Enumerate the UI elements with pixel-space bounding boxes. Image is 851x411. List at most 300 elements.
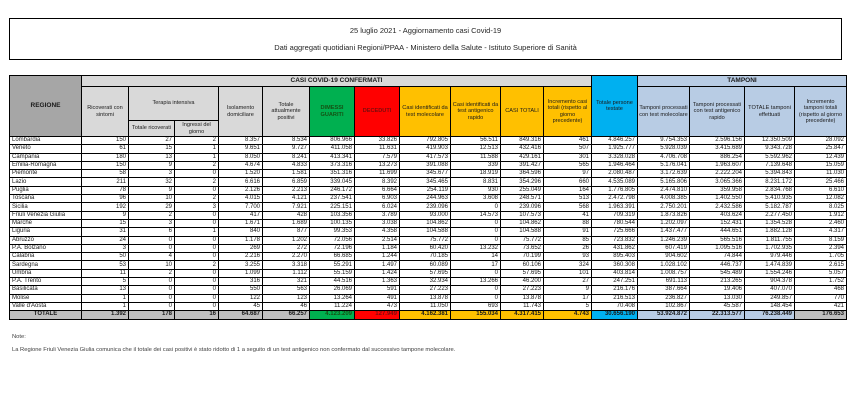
cell: 99.353 xyxy=(310,228,355,236)
cell: 691.113 xyxy=(638,278,690,286)
region-name: Emilia-Romagna xyxy=(10,161,82,169)
cell: 345.677 xyxy=(400,170,451,178)
cell: 360.308 xyxy=(592,261,638,269)
cell: 50 xyxy=(82,253,129,261)
cell: 1 xyxy=(82,302,129,310)
cell: 4.123.209 xyxy=(310,311,355,319)
cell: 11.699 xyxy=(355,170,400,178)
notes-text: La Regione Friuli Venezia Giulia comunica che il totale dei casi positivi è stato ridotto di 1 a seguito di un test antigenico non confermato dal successivo tampone molecolare. xyxy=(12,347,456,353)
cell: 33.826 xyxy=(355,137,400,145)
cell: 78 xyxy=(82,186,129,194)
cell: 770 xyxy=(795,294,847,302)
cell: 364.596 xyxy=(501,170,544,178)
cell: 4.846.257 xyxy=(592,137,638,145)
region-name: Piemonte xyxy=(10,170,82,178)
cell: 3.172.639 xyxy=(638,170,690,178)
cell: 0 xyxy=(175,278,219,286)
cell: 13.878 xyxy=(400,294,451,302)
cell: 0 xyxy=(451,203,501,211)
cell: 507 xyxy=(544,145,592,153)
cell: 513 xyxy=(544,195,592,203)
region-name: Umbria xyxy=(10,269,82,277)
cell: 75.772 xyxy=(400,236,451,244)
col-header-ti-totale: Totale ricoverati xyxy=(129,121,175,137)
cell: 2.474.810 xyxy=(638,186,690,194)
cell: 2 xyxy=(175,161,219,169)
cell: 693 xyxy=(451,302,501,310)
cell: 1.671 xyxy=(219,219,263,227)
cell: 152.431 xyxy=(690,219,745,227)
cell: 428 xyxy=(263,211,310,219)
cell: 27 xyxy=(544,278,592,286)
col-header-incremento-casi: Incremento casi totali (rispetto al giorno precedente) xyxy=(544,87,592,137)
region-name: Lazio xyxy=(10,178,82,186)
cell: 237.541 xyxy=(310,195,355,203)
cell: 225.151 xyxy=(310,203,355,211)
region-name: Lombardia xyxy=(10,137,82,145)
cell: 148.454 xyxy=(745,302,795,310)
cell: 849.316 xyxy=(501,137,544,145)
cell: 32 xyxy=(129,178,175,186)
col-header-ti-ingressi: Ingressi del giorno xyxy=(175,121,219,137)
cell: 0 xyxy=(451,294,501,302)
cell: 10 xyxy=(129,195,175,203)
cell: 979.446 xyxy=(745,253,795,261)
cell: 550 xyxy=(219,286,263,294)
cell: 301 xyxy=(544,153,592,161)
cell: 1 xyxy=(82,294,129,302)
cell: 122 xyxy=(219,294,263,302)
cell: 403.624 xyxy=(690,211,745,219)
cell: 6.616 xyxy=(219,178,263,186)
cell: 0 xyxy=(175,244,219,252)
cell: 2.394 xyxy=(795,244,847,252)
cell: 6.610 xyxy=(795,186,847,194)
cell: 0 xyxy=(129,244,175,252)
cell: 904.602 xyxy=(638,253,690,261)
cell: 419.903 xyxy=(400,145,451,153)
cell: 0 xyxy=(175,294,219,302)
cell: 1.554.246 xyxy=(745,269,795,277)
cell: 7.139.648 xyxy=(745,161,795,169)
report-title: 25 luglio 2021 - Aggiornamento casi Covid-19 xyxy=(349,26,502,36)
col-header-casi-totali: CASI TOTALI xyxy=(501,87,544,137)
cell: 4.317 xyxy=(795,228,847,236)
tamponi-banner: TAMPONI xyxy=(638,76,847,87)
cell: 1.424 xyxy=(355,269,400,277)
cell: 417.573 xyxy=(400,153,451,161)
cell: 1.873.826 xyxy=(638,211,690,219)
cell: 255.049 xyxy=(501,186,544,194)
cell: 840 xyxy=(219,228,263,236)
cell: 103.356 xyxy=(310,211,355,219)
report-header xyxy=(9,18,842,60)
cell: 1.497 xyxy=(355,261,400,269)
cell: 11.588 xyxy=(451,153,501,161)
totale-row-label: TOTALE xyxy=(10,311,82,319)
cell: 104.588 xyxy=(501,228,544,236)
cell: 1.112 xyxy=(263,269,310,277)
cell: 3.415.689 xyxy=(690,145,745,153)
cell: 792.805 xyxy=(400,137,451,145)
cell: 85 xyxy=(544,236,592,244)
cell: 75.772 xyxy=(501,236,544,244)
cell: 97 xyxy=(544,170,592,178)
terapia-intensiva-group-header: Terapia intensiva xyxy=(129,87,219,121)
cell: 4.358 xyxy=(355,228,400,236)
region-name: Valle d'Aosta xyxy=(10,302,82,310)
cell: 3.789 xyxy=(355,211,400,219)
cell: 877 xyxy=(263,228,310,236)
cell: 4.121 xyxy=(263,195,310,203)
cell: 8.831 xyxy=(451,178,501,186)
cell: 27 xyxy=(129,137,175,145)
cell: 88 xyxy=(544,219,592,227)
cell: 8.392 xyxy=(355,178,400,186)
cell: 403.814 xyxy=(592,269,638,277)
cell: 9.651 xyxy=(219,145,263,153)
cell: 14 xyxy=(451,253,501,261)
cell: 66.685 xyxy=(310,253,355,261)
cell: 24 xyxy=(82,236,129,244)
cell: 0 xyxy=(175,219,219,227)
col-header-attualmente-positivi: Totale attualmente positivi xyxy=(263,87,310,137)
region-name: Abruzzo xyxy=(10,236,82,244)
cell: 5.394.843 xyxy=(745,170,795,178)
cell: 8.357 xyxy=(219,137,263,145)
cell: 0 xyxy=(175,211,219,219)
cell: 324 xyxy=(544,261,592,269)
cell: 2.596.156 xyxy=(690,137,745,145)
cell: 104.862 xyxy=(501,219,544,227)
region-name: Puglia xyxy=(10,186,82,194)
region-name: Calabria xyxy=(10,253,82,261)
cell: 4.833 xyxy=(263,161,310,169)
cell: 1.705 xyxy=(795,253,847,261)
region-name: Sardegna xyxy=(10,261,82,269)
cell: 13 xyxy=(82,286,129,294)
cell: 55.291 xyxy=(310,261,355,269)
cell: 58 xyxy=(82,170,129,178)
region-name: Veneto xyxy=(10,145,82,153)
cell: 93.000 xyxy=(400,211,451,219)
cell: 96 xyxy=(82,195,129,203)
region-name: Marche xyxy=(10,219,82,227)
covid-data-table xyxy=(9,75,847,320)
col-header-ricoverati: Ricoverati con sintomi xyxy=(82,87,129,137)
cell: 6.859 xyxy=(263,178,310,186)
cell: 2 xyxy=(175,261,219,269)
cell: 150 xyxy=(82,161,129,169)
cell: 1.099 xyxy=(219,269,263,277)
cell: 373.316 xyxy=(310,161,355,169)
cell: 12.513 xyxy=(451,145,501,153)
cell: 565.516 xyxy=(690,236,745,244)
cell: 127.949 xyxy=(355,311,400,319)
cell: 192 xyxy=(82,203,129,211)
cell: 7.700 xyxy=(219,203,263,211)
cell: 15 xyxy=(82,219,129,227)
cell: 0 xyxy=(175,186,219,194)
cell: 5.176.041 xyxy=(638,161,690,169)
cell: 1.925.777 xyxy=(592,145,638,153)
cell: 1.912 xyxy=(795,211,847,219)
cell: 4.743 xyxy=(544,311,592,319)
cell: 31 xyxy=(82,228,129,236)
cell: 248.571 xyxy=(501,195,544,203)
cell: 5.592.962 xyxy=(745,153,795,161)
cell: 2.514 xyxy=(355,236,400,244)
cell: 216.513 xyxy=(592,294,638,302)
region-name: P.A. Bolzano xyxy=(10,244,82,252)
cell: 11 xyxy=(82,269,129,277)
cell: 27.223 xyxy=(501,286,544,294)
cell: 2 xyxy=(175,178,219,186)
cell: 3 xyxy=(129,219,175,227)
cell: 9 xyxy=(544,286,592,294)
cell: 247.251 xyxy=(592,278,638,286)
cell: 16 xyxy=(175,311,219,319)
cell: 5.057 xyxy=(795,269,847,277)
cell: 8.050 xyxy=(219,153,263,161)
cell: 13.232 xyxy=(451,244,501,252)
cell: 30.656.190 xyxy=(592,311,638,319)
cell: 780.544 xyxy=(592,219,638,227)
cell: 45 xyxy=(219,302,263,310)
cell: 1.689 xyxy=(263,219,310,227)
cell: 5.182.787 xyxy=(745,203,795,211)
cell: 22.313.577 xyxy=(690,311,745,319)
cell: 1 xyxy=(175,228,219,236)
cell: 4.162.381 xyxy=(400,311,451,319)
cell: 904.378 xyxy=(745,278,795,286)
cell: 91 xyxy=(544,228,592,236)
col-header-casi-molecolare: Casi identificati da test molecolare xyxy=(400,87,451,137)
cell: 339.045 xyxy=(310,178,355,186)
cell: 1 xyxy=(175,145,219,153)
cell: 895.403 xyxy=(592,253,638,261)
cell: 2 xyxy=(129,269,175,277)
cell: 9.754.353 xyxy=(638,137,690,145)
cell: 60.420 xyxy=(400,244,451,252)
cell: 61 xyxy=(82,145,129,153)
cell: 1.363 xyxy=(355,278,400,286)
cell: 12.350.509 xyxy=(745,137,795,145)
cell: 411.058 xyxy=(310,145,355,153)
cell: 1.520 xyxy=(219,170,263,178)
cell: 11.631 xyxy=(355,145,400,153)
cell: 1.752 xyxy=(795,278,847,286)
cell: 9.727 xyxy=(263,145,310,153)
cell: 1.028.102 xyxy=(638,261,690,269)
cell: 1.392 xyxy=(82,311,129,319)
cell: 2.460 xyxy=(795,219,847,227)
cell: 2 xyxy=(175,137,219,145)
cell: 725.666 xyxy=(592,228,638,236)
cell: 7.579 xyxy=(355,153,400,161)
cell: 104.588 xyxy=(400,228,451,236)
cell: 1.946.464 xyxy=(592,161,638,169)
cell: 591 xyxy=(355,286,400,294)
cell: 41 xyxy=(544,211,592,219)
cell: 5.165.806 xyxy=(638,178,690,186)
cell: 269 xyxy=(219,244,263,252)
cell: 316 xyxy=(219,278,263,286)
cell: 446.737 xyxy=(690,261,745,269)
cell: 491 xyxy=(355,294,400,302)
cell: 9 xyxy=(82,211,129,219)
cell: 102.867 xyxy=(638,302,690,310)
cell: 3.038 xyxy=(355,219,400,227)
cell: 216.176 xyxy=(592,286,638,294)
cell: 12.439 xyxy=(795,153,847,161)
col-header-tamponi-antigenico: Tamponi processati con test antigenico rapido xyxy=(690,87,745,137)
col-header-casi-antigenico: Casi identificati da test antigenico rapido xyxy=(451,87,501,137)
cell: 3.328.028 xyxy=(592,153,638,161)
cell: 0 xyxy=(129,302,175,310)
cell: 2.750.201 xyxy=(638,203,690,211)
cell: 100.135 xyxy=(310,219,355,227)
cell: 178 xyxy=(129,311,175,319)
region-name: Basilicata xyxy=(10,286,82,294)
cell: 6 xyxy=(129,228,175,236)
cell: 13.030 xyxy=(690,294,745,302)
cell: 2.834.768 xyxy=(745,186,795,194)
cell: 545.489 xyxy=(690,269,745,277)
cell: 239.096 xyxy=(400,203,451,211)
cell: 13 xyxy=(129,153,175,161)
cell: 64.687 xyxy=(219,311,263,319)
cell: 164 xyxy=(544,186,592,194)
cell: 9 xyxy=(129,161,175,169)
cell: 18.919 xyxy=(451,170,501,178)
cell: 387.664 xyxy=(638,286,690,294)
cell: 1.474.839 xyxy=(745,261,795,269)
cell: 1.354.528 xyxy=(745,219,795,227)
cell: 1.702.935 xyxy=(745,244,795,252)
cell: 3 xyxy=(82,244,129,252)
cell: 25.847 xyxy=(795,145,847,153)
region-name: Molise xyxy=(10,294,82,302)
cell: 886.254 xyxy=(690,153,745,161)
cell: 12.082 xyxy=(795,195,847,203)
cell: 3 xyxy=(129,170,175,178)
cell: 13.273 xyxy=(355,161,400,169)
cell: 391.427 xyxy=(501,161,544,169)
cell: 10 xyxy=(129,261,175,269)
cell: 150 xyxy=(82,137,129,145)
cell: 74.844 xyxy=(690,253,745,261)
cell: 2.472.798 xyxy=(592,195,638,203)
cell: 180 xyxy=(82,153,129,161)
cell: 2.615 xyxy=(795,261,847,269)
cell: 56.511 xyxy=(451,137,501,145)
cell: 1.882.128 xyxy=(745,228,795,236)
cell: 19.406 xyxy=(690,286,745,294)
cell: 272 xyxy=(263,244,310,252)
cell: 6.903 xyxy=(355,195,400,203)
cell: 1.402.550 xyxy=(690,195,745,203)
cell: 473 xyxy=(355,302,400,310)
cell: 101 xyxy=(544,269,592,277)
cell: 8.534 xyxy=(263,137,310,145)
cell: 351.316 xyxy=(310,170,355,178)
cell: 359.958 xyxy=(690,186,745,194)
cell: 4.317.415 xyxy=(501,311,544,319)
cell: 354.296 xyxy=(501,178,544,186)
notes-section xyxy=(12,334,455,353)
cell: 431.862 xyxy=(592,244,638,252)
cell: 5.410.935 xyxy=(745,195,795,203)
cell: 2.432.586 xyxy=(690,203,745,211)
cell: 2.216 xyxy=(219,253,263,261)
cell: 1.095.516 xyxy=(690,244,745,252)
cell: 11.030 xyxy=(795,170,847,178)
cell: 15 xyxy=(129,145,175,153)
cell: 0 xyxy=(129,236,175,244)
cell: 9.343.728 xyxy=(745,145,795,153)
cell: 8.241 xyxy=(263,153,310,161)
col-header-persone-testate: Totale persone testate xyxy=(592,76,638,137)
cell: 1.202 xyxy=(263,236,310,244)
cell: 4.535.089 xyxy=(592,178,638,186)
region-name: P.A. Trento xyxy=(10,278,82,286)
cell: 53.924.872 xyxy=(638,311,690,319)
cell: 14.573 xyxy=(451,211,501,219)
cell: 0 xyxy=(451,219,501,227)
region-name: Toscana xyxy=(10,195,82,203)
cell: 3.065.366 xyxy=(690,178,745,186)
cell: 13.878 xyxy=(501,294,544,302)
cell: 1.963.391 xyxy=(592,203,638,211)
cell: 155.034 xyxy=(451,311,501,319)
cell: 15.059 xyxy=(795,161,847,169)
cell: 17 xyxy=(544,294,592,302)
cell: 72.056 xyxy=(310,236,355,244)
cell: 0 xyxy=(451,269,501,277)
cell: 72.196 xyxy=(310,244,355,252)
cell: 239.096 xyxy=(501,203,544,211)
cell: 2 xyxy=(129,211,175,219)
cell: 249.857 xyxy=(745,294,795,302)
cell: 211 xyxy=(82,178,129,186)
col-header-tamponi-molecolare: Tamponi processati con test molecolare xyxy=(638,87,690,137)
cell: 2.080.487 xyxy=(592,170,638,178)
cell: 1.437.477 xyxy=(638,228,690,236)
cell: 339 xyxy=(451,161,501,169)
cell: 57.695 xyxy=(501,269,544,277)
cell: 3.608 xyxy=(451,195,501,203)
cell: 7.921 xyxy=(263,203,310,211)
cell: 11.743 xyxy=(501,302,544,310)
cell: 1.244 xyxy=(355,253,400,261)
cell: 28.092 xyxy=(795,137,847,145)
cell: 25.466 xyxy=(795,178,847,186)
cell: 1.776.805 xyxy=(592,186,638,194)
cell: 26 xyxy=(544,244,592,252)
cell: 0 xyxy=(129,294,175,302)
cell: 4.674 xyxy=(219,161,263,169)
cell: 2.213 xyxy=(263,186,310,194)
cell: 6.664 xyxy=(355,186,400,194)
cell: 0 xyxy=(175,286,219,294)
cell: 709.319 xyxy=(592,211,638,219)
cell: 27.223 xyxy=(400,286,451,294)
cell: 444.651 xyxy=(690,228,745,236)
cell: 8.025 xyxy=(795,203,847,211)
cell: 432.416 xyxy=(501,145,544,153)
cell: 0 xyxy=(451,228,501,236)
